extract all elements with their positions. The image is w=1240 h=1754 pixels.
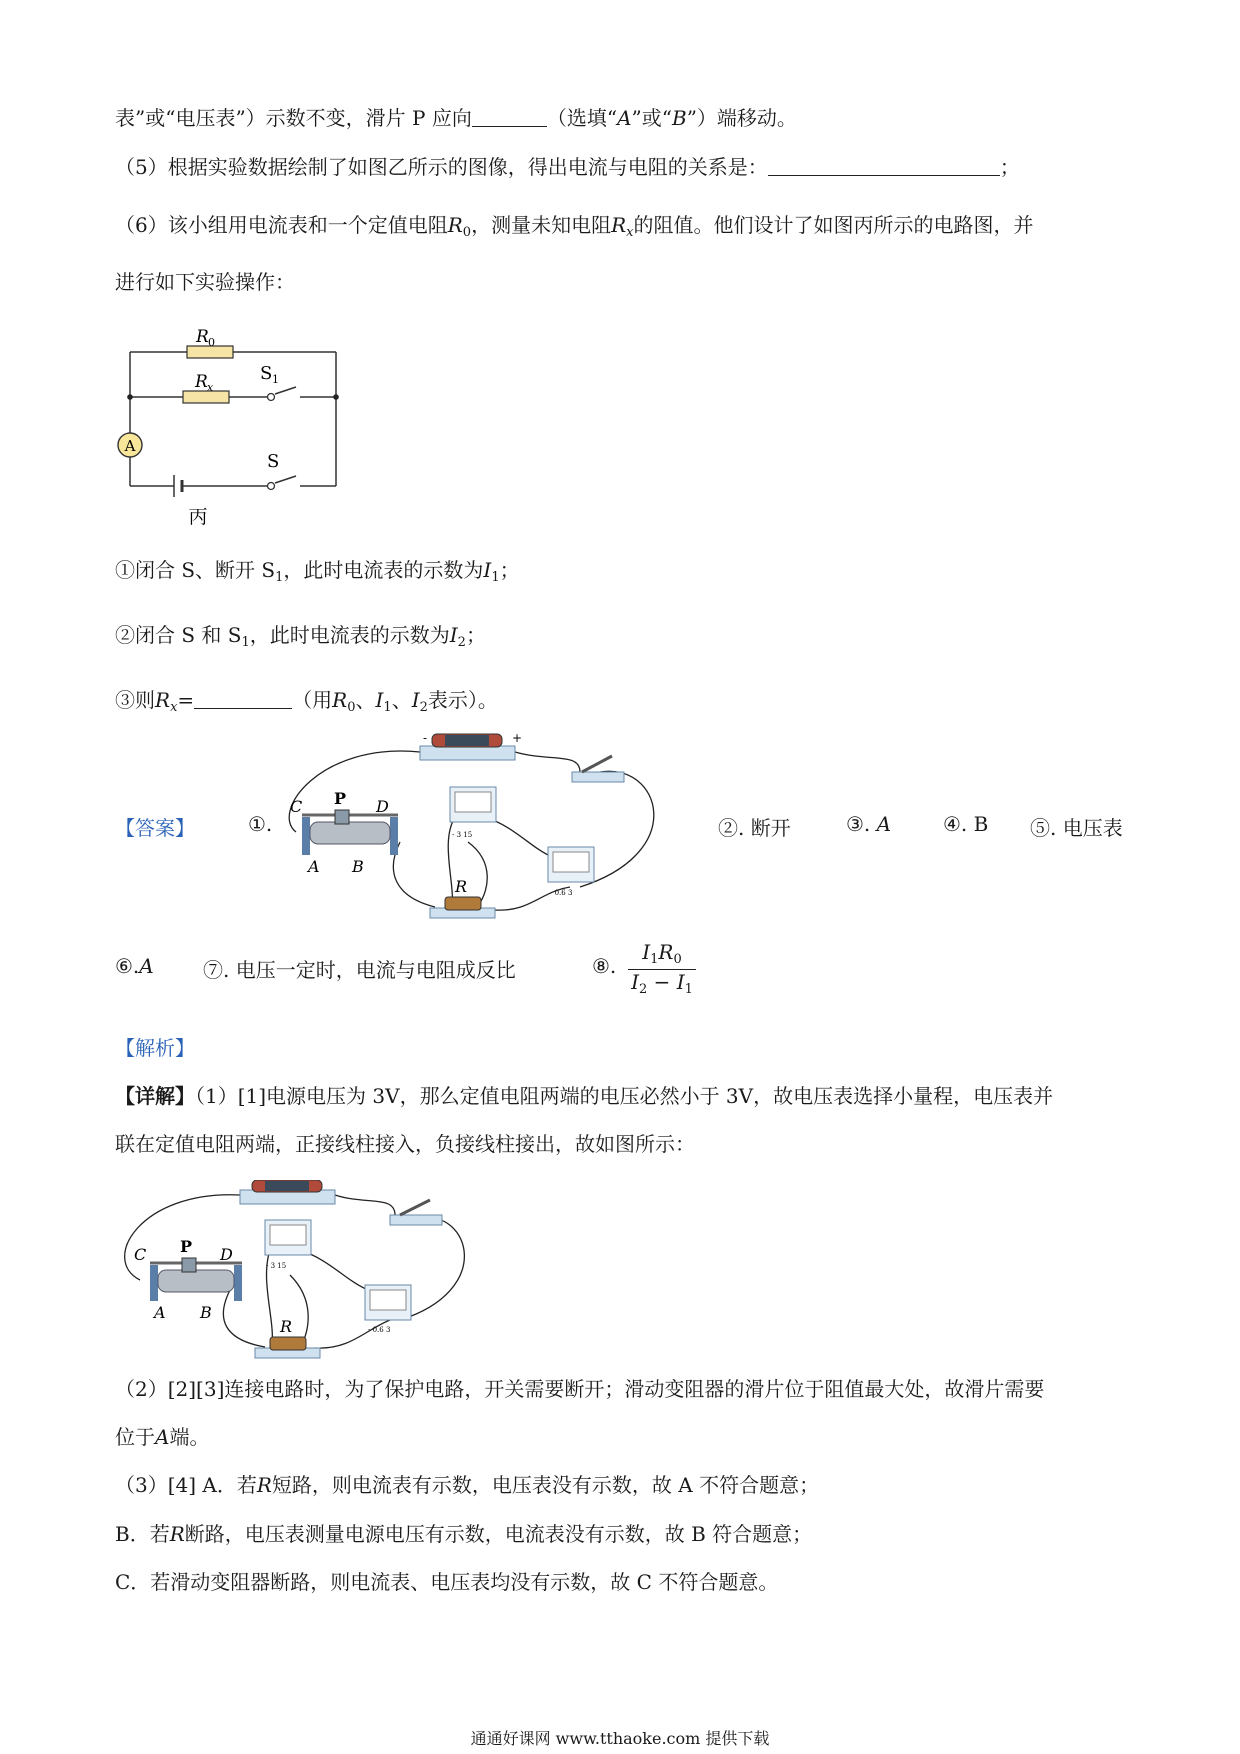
resistor-r-label-2: R	[280, 1317, 293, 1336]
voltmeter-scale-2: - 3 15	[266, 1262, 287, 1270]
answer-tag: 【答案】	[115, 816, 195, 840]
rheostat-b-label-2: B	[200, 1303, 212, 1322]
rheostat-a-label: A	[308, 857, 320, 876]
circuit-diagram-bing	[110, 315, 350, 530]
ammeter-scale-2: - 0.6 3	[368, 1326, 391, 1334]
analysis-detail-2b: 位于A端。	[115, 1425, 210, 1449]
analysis-detail-4: B．若R断路，电压表测量电源电压有示数，电流表没有示数，故 B 符合题意；	[115, 1522, 813, 1546]
rheostat-d-label-2: D	[220, 1245, 233, 1264]
answer-2: ②. 断开	[718, 816, 791, 840]
rx-label: R	[195, 372, 208, 392]
wiring-diagram-analysis	[110, 1180, 490, 1360]
s1-label-sub: 1	[272, 373, 279, 386]
step-1: ①闭合 S、断开 $S_1$，此时电流表的示数为$I_1$；	[115, 558, 520, 585]
rheostat-p-label: P	[334, 789, 347, 808]
battery-box	[420, 734, 515, 760]
step-2: ②闭合 S 和 $S_1$，此时电流表的示数为$I_2$；	[115, 623, 486, 650]
analysis-detail-1: 【详解】（1）[1]电源电压为 3V，那么定值电阻两端的电压必然小于 3V，故电压表选择小量程，电压表并	[115, 1084, 1054, 1108]
fixed-resistor	[430, 897, 495, 918]
battery-plus-label: +	[512, 732, 523, 745]
rheostat-b-label: B	[352, 857, 364, 876]
analysis-detail-1b: 联在定值电阻两端，正接线柱接入，负接线柱接出，故如图所示：	[115, 1132, 695, 1156]
analysis-detail-3: （3）[4] A．若R短路，则电流表有示数，电压表没有示数，故 A 不符合题意；	[115, 1473, 820, 1497]
page-footer: 通通好课网 www.tthaoke.com 提供下载	[470, 1729, 770, 1748]
ammeter-label: A	[124, 437, 136, 455]
answer-8: ⑧.	[592, 954, 617, 978]
analysis-tag: 【解析】	[115, 1036, 195, 1060]
s1-label: S	[260, 363, 273, 384]
rheostat-c-label-2: C	[134, 1245, 147, 1264]
answer-blank	[768, 153, 1000, 176]
rx-resistor	[183, 391, 229, 403]
circuit-caption: 丙	[188, 506, 208, 528]
resistor-r-label: R	[455, 877, 468, 896]
rheostat-p-label-2: P	[180, 1237, 193, 1256]
voltmeter	[450, 787, 496, 822]
wiring-diagram-answer	[280, 732, 680, 922]
answer-6: ⑥.A	[115, 954, 154, 978]
voltmeter-scale: - 3 15	[452, 831, 473, 839]
r0-label-sub: 0	[208, 336, 215, 349]
q5-line: （5）根据实验数据绘制了如图乙所示的图像，得出电流与电阻的关系是： ；	[115, 155, 1020, 179]
rheostat-d-label: D	[376, 797, 389, 816]
q6-line-1: （6）该小组用电流表和一个定值电阻$R_0$，测量未知电阻$R_x$的阻值。他们设计了如图丙所示的电路图，并	[115, 213, 1034, 240]
rheostat-a-label-2: A	[154, 1303, 166, 1322]
answer-5: ⑤. 电压表	[1030, 816, 1123, 840]
answer-4: ④. B	[943, 812, 989, 836]
fraction-denominator: $I_2 - I_1$	[631, 970, 693, 997]
step-3: ③则$R_x=$ （用$R_0$、$I_1$、$I_2$表示）。	[115, 688, 498, 715]
q4-tail-line: 表”或“电压表”）示数不变，滑片 P 应向 （选填“A”或“B”）端移动。	[115, 106, 797, 130]
rx-label-sub: x	[207, 381, 214, 394]
answer-1: ①.	[248, 812, 273, 836]
battery-minus-label: -	[423, 732, 428, 745]
answer-blank	[472, 104, 547, 127]
answer-7: ⑦. 电压一定时，电流与电阻成反比	[203, 958, 516, 982]
fraction-numerator: $I_1R_0$	[628, 940, 696, 970]
ammeter-scale: - 0.6 3	[550, 889, 573, 897]
ammeter	[548, 847, 594, 882]
rheostat	[302, 810, 398, 855]
q6-line-2: 进行如下实验操作：	[115, 270, 295, 294]
answer-blank	[194, 686, 292, 709]
rheostat-c-label: C	[290, 797, 303, 816]
answer-3: ③. A	[846, 812, 892, 836]
answer-8-fraction	[628, 940, 696, 997]
s-label: S	[267, 451, 280, 472]
r0-label: R	[196, 327, 209, 347]
analysis-detail-5: C．若滑动变阻器断路，则电流表、电压表均没有示数，故 C 不符合题意。	[115, 1570, 779, 1594]
analysis-detail-2: （2）[2][3]连接电路时，为了保护电路，开关需要断开；滑动变阻器的滑片位于阻值最大处，故滑片需要	[115, 1377, 1045, 1401]
